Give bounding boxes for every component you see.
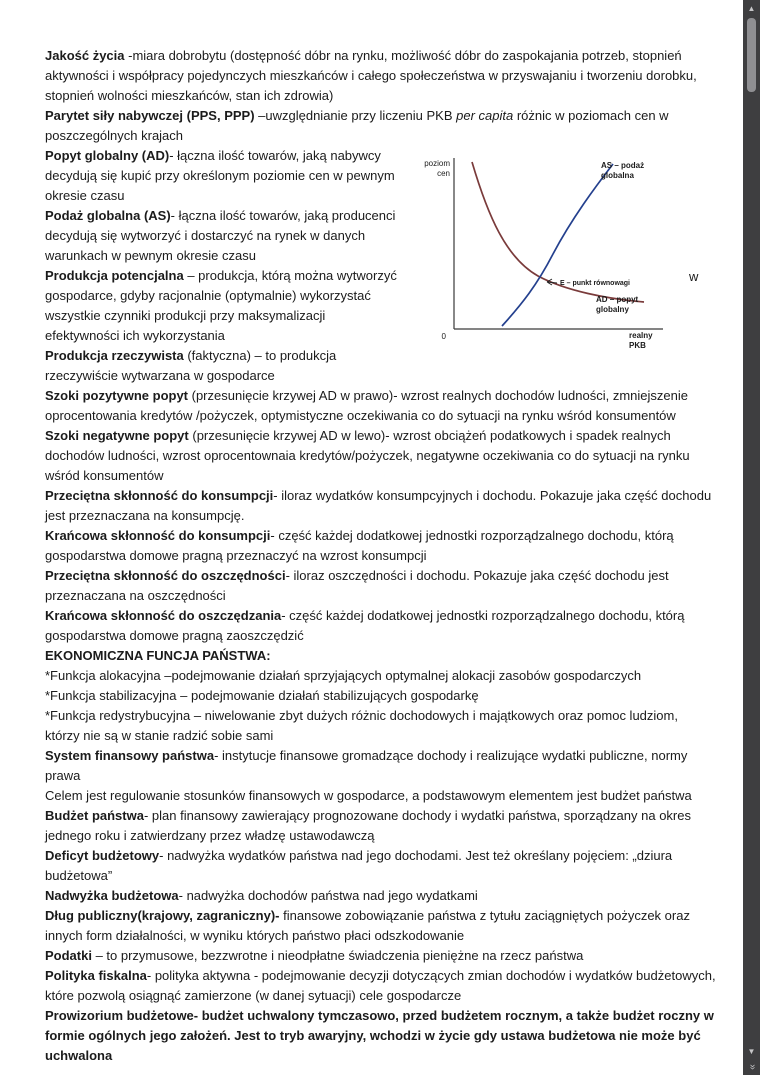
text-segment: Produkcja rzeczywista — [45, 348, 184, 363]
paragraph — [45, 386, 716, 426]
paragraph — [45, 646, 716, 666]
text-segment: - plan finansowy zawierający prognozowane dochody i wydatki państwa, sporządzany na okres jednego roku i zatwierdzany przez władzę ustawodawczą — [45, 808, 691, 843]
chevron-up-icon: ▲ — [747, 3, 756, 13]
ad-curve-label-line2: globalny — [596, 305, 629, 314]
wrap-section — [45, 146, 716, 386]
text-segment: (faktyczna) – to produkcja rzeczywiście wytwarzana w gospodarce — [45, 348, 337, 383]
jump-to-end-button[interactable] — [743, 1059, 760, 1075]
text-segment: finansowe zobowiązanie państwa z tytułu zaciągniętych pożyczek oraz innych form działalności, w wyniku których państwo płaci odszkodowanie — [45, 908, 690, 943]
text-segment: Budżet państwa — [45, 808, 144, 823]
text-segment: per capita — [456, 108, 514, 123]
paragraph — [45, 886, 716, 906]
text-segment: - iloraz oszczędności i dochodu. Pokazuje jaka część dochodu jest przeznaczana na oszczędności — [45, 568, 669, 603]
text-segment: Nadwyżka budżetowa — [45, 888, 179, 903]
ad-as-chart-svg — [410, 152, 702, 356]
paragraph — [45, 106, 716, 146]
paragraph — [45, 746, 716, 786]
paragraph — [45, 526, 716, 566]
paragraph — [45, 606, 716, 646]
text-segment: Celem jest regulowanie stosunków finansowych w gospodarce, a podstawowym elementem jest budżet państwa — [45, 788, 692, 803]
paragraph — [45, 46, 716, 106]
paragraph — [45, 706, 716, 746]
as-curve-label-line2: globalna — [601, 171, 634, 180]
text-segment: Przeciętna skłonność do konsumpcji — [45, 488, 274, 503]
text-segment: Szoki negatywne popyt — [45, 428, 189, 443]
text-segment: Podatki — [45, 948, 92, 963]
text-segment: Parytet siły nabywczej (PPS, PPP) — [45, 108, 255, 123]
text-segment: *Funkcja stabilizacyjna – podejmowanie działań stabilizujących gospodarkę — [45, 688, 479, 703]
text-segment: Popyt globalny (AD) — [45, 148, 170, 163]
intro-paragraphs — [45, 46, 716, 146]
paragraph — [45, 686, 716, 706]
text-segment: – produkcja, którą można wytworzyć — [183, 268, 397, 283]
y-axis-label-line2: cen — [437, 169, 450, 178]
text-segment: Szoki pozytywne popyt — [45, 388, 189, 403]
text-segment: - polityka aktywna - podejmowanie decyzji dotyczących zmian dochodów i wydatków budżetowych, które pozwolą osiągnąć zamierzone (w danej sytuacji) cele gospodarcze — [45, 968, 716, 1003]
text-segment: - instytucje finansowe gromadzące dochody i realizujące wydatki publiczne, normy prawa — [45, 748, 688, 783]
paragraph — [45, 806, 716, 846]
paragraph — [45, 1006, 716, 1066]
x-axis-label-line1: realny — [629, 331, 653, 340]
text-segment: – to przymusowe, bezzwrotne i nieodpłatne świadczenia pieniężne na rzecz państwa — [91, 948, 584, 963]
ad-curve-label-line1: AD – popyt — [596, 295, 639, 304]
text-segment: Przeciętna skłonność do oszczędności — [45, 568, 286, 583]
scroll-down-button[interactable] — [743, 1043, 760, 1059]
text-segment: *Funkcja alokacyjna –podejmowanie działań sprzyjających optymalnej alokacji zasobów gospodarczych — [45, 668, 642, 683]
text-segment: Jakość życia — [45, 48, 125, 63]
text-segment: (przesunięcie krzywej AD w prawo)- wzrost realnych dochodów ludności, zmniejszenie oprocentowania kredytów /pożyczek, optymistyczne oczekiwania co do sytuacji na rynku wśród konsumentów — [45, 388, 688, 423]
paragraph — [45, 486, 716, 526]
text-segment: Polityka fiskalna — [45, 968, 147, 983]
paragraph — [45, 846, 716, 886]
text-segment: System finansowy państwa — [45, 748, 215, 763]
text-segment: - część każdej dodatkowej jednostki rozporządzalnego dochodu, którą gospodarstwa domowe pragną zaoszczędzić — [45, 608, 685, 643]
text-segment: Krańcowa skłonność do oszczędzania — [45, 608, 282, 623]
text-segment: - łączna ilość towarów, jaką producenci decydują się wytworzyć i dostarczyć na rynek w danych warunkach w pewnym okresie czasu — [45, 208, 396, 263]
body-paragraphs — [45, 386, 716, 1066]
text-segment: Podaż globalna (AS) — [45, 208, 171, 223]
text-segment: *Funkcja redystrybucyjna – niwelowanie zbyt dużych różnic dochodowych i majątkowych oraz pomoc ludziom, którzy nie są w stanie radzić sobie sami — [45, 708, 678, 743]
text-segment: różnic w poziomach cen w poszczególnych krajach — [45, 108, 669, 143]
text-segment: - część każdej dodatkowej jednostki rozporządzalnego dochodu, którą gospodarstwa domowe pragną przeznaczyć na wzrost konsumpcji — [45, 528, 674, 563]
text-segment: Dług publiczny(krajowy, zagraniczny)- — [45, 908, 280, 923]
text-segment: - nadwyżka dochodów państwa nad jego wydatkami — [178, 888, 478, 903]
paragraph — [45, 206, 403, 266]
text-segment: EKONOMICZNA FUNCJA PAŃSTWA: — [45, 648, 271, 663]
ad-as-chart — [410, 152, 702, 356]
paragraph — [45, 906, 716, 946]
text-segment: gospodarce, gdyby racjonalnie (optymalnie) wykorzystać wszystkie czynniki produkcji przy maksymalizacji efektywności ich wykorzystania — [45, 288, 371, 343]
chevron-down-icon: ▼ — [747, 1046, 756, 1056]
wrapped-word: w — [689, 269, 699, 284]
scrollbar[interactable] — [743, 0, 760, 1075]
double-chevron-down-icon: » — [746, 1064, 758, 1070]
text-segment: Produkcja potencjalna — [45, 268, 184, 283]
scrollbar-thumb[interactable] — [747, 18, 756, 92]
paragraph — [45, 146, 403, 206]
text-segment: -miara dobrobytu (dostępność dóbr na rynku, możliwość dóbr do zaspokajania potrzeb, stopnień aktywności i współpracy pojedynczych mieszkańców i całego społeczeństwa w przyswajaniu i tworzeniu dorobku, stopnień wolności mieszkańców, stan ich zdrowia) — [45, 48, 697, 103]
text-segment: - łączna ilość towarów, jaką nabywcy decydują się kupić przy określonym poziomie cen w pewnym okresie czasu — [45, 148, 395, 203]
paragraph — [45, 946, 716, 966]
paragraph — [45, 566, 716, 606]
paragraph — [45, 666, 716, 686]
as-curve-label-line1: AS – podaż — [601, 161, 645, 170]
text-segment: Krańcowa skłonność do konsumpcji — [45, 528, 271, 543]
paragraph — [45, 426, 716, 486]
text-segment: Prowizorium budżetowe- budżet uchwalony tymczasowo, przed budżetem rocznym, a także budżet roczny w formie ogólnych jego założeń. Jest to tryb awaryjny, wchodzi w życie gdy ustawa budżetowa nie może być uchwalona — [45, 1008, 714, 1063]
paragraph — [45, 966, 716, 1006]
text-segment: (przesunięcie krzywej AD w lewo)- wzrost obciążeń podatkowych i spadek realnych dochodów ludności, wzrost oprocentownaia kredytów/pożyczek, negatywne oczekiwania co do sytuacji na rynku wśród konsumentów — [45, 428, 690, 483]
text-segment: –uwzględnianie przy liczeniu PKB — [254, 108, 457, 123]
text-segment: - iloraz wydatków konsumpcyjnych i dochodu. Pokazuje jaka część dochodu jest przeznaczana na konsumpcję. — [45, 488, 712, 523]
text-segment: - nadwyżka wydatków państwa nad jego dochodami. Jest też określany pojęciem: „dziura budżetowa” — [45, 848, 673, 883]
x-axis-label-line2: PKB — [629, 341, 646, 350]
paragraph — [45, 346, 403, 386]
text-segment: Deficyt budżetowy — [45, 848, 160, 863]
equilibrium-label: E – punkt równowagi — [560, 280, 631, 287]
paragraph — [45, 786, 716, 806]
origin-label: 0 — [441, 332, 446, 341]
y-axis-label-line1: poziom — [424, 159, 450, 168]
scroll-up-button[interactable] — [743, 0, 760, 16]
